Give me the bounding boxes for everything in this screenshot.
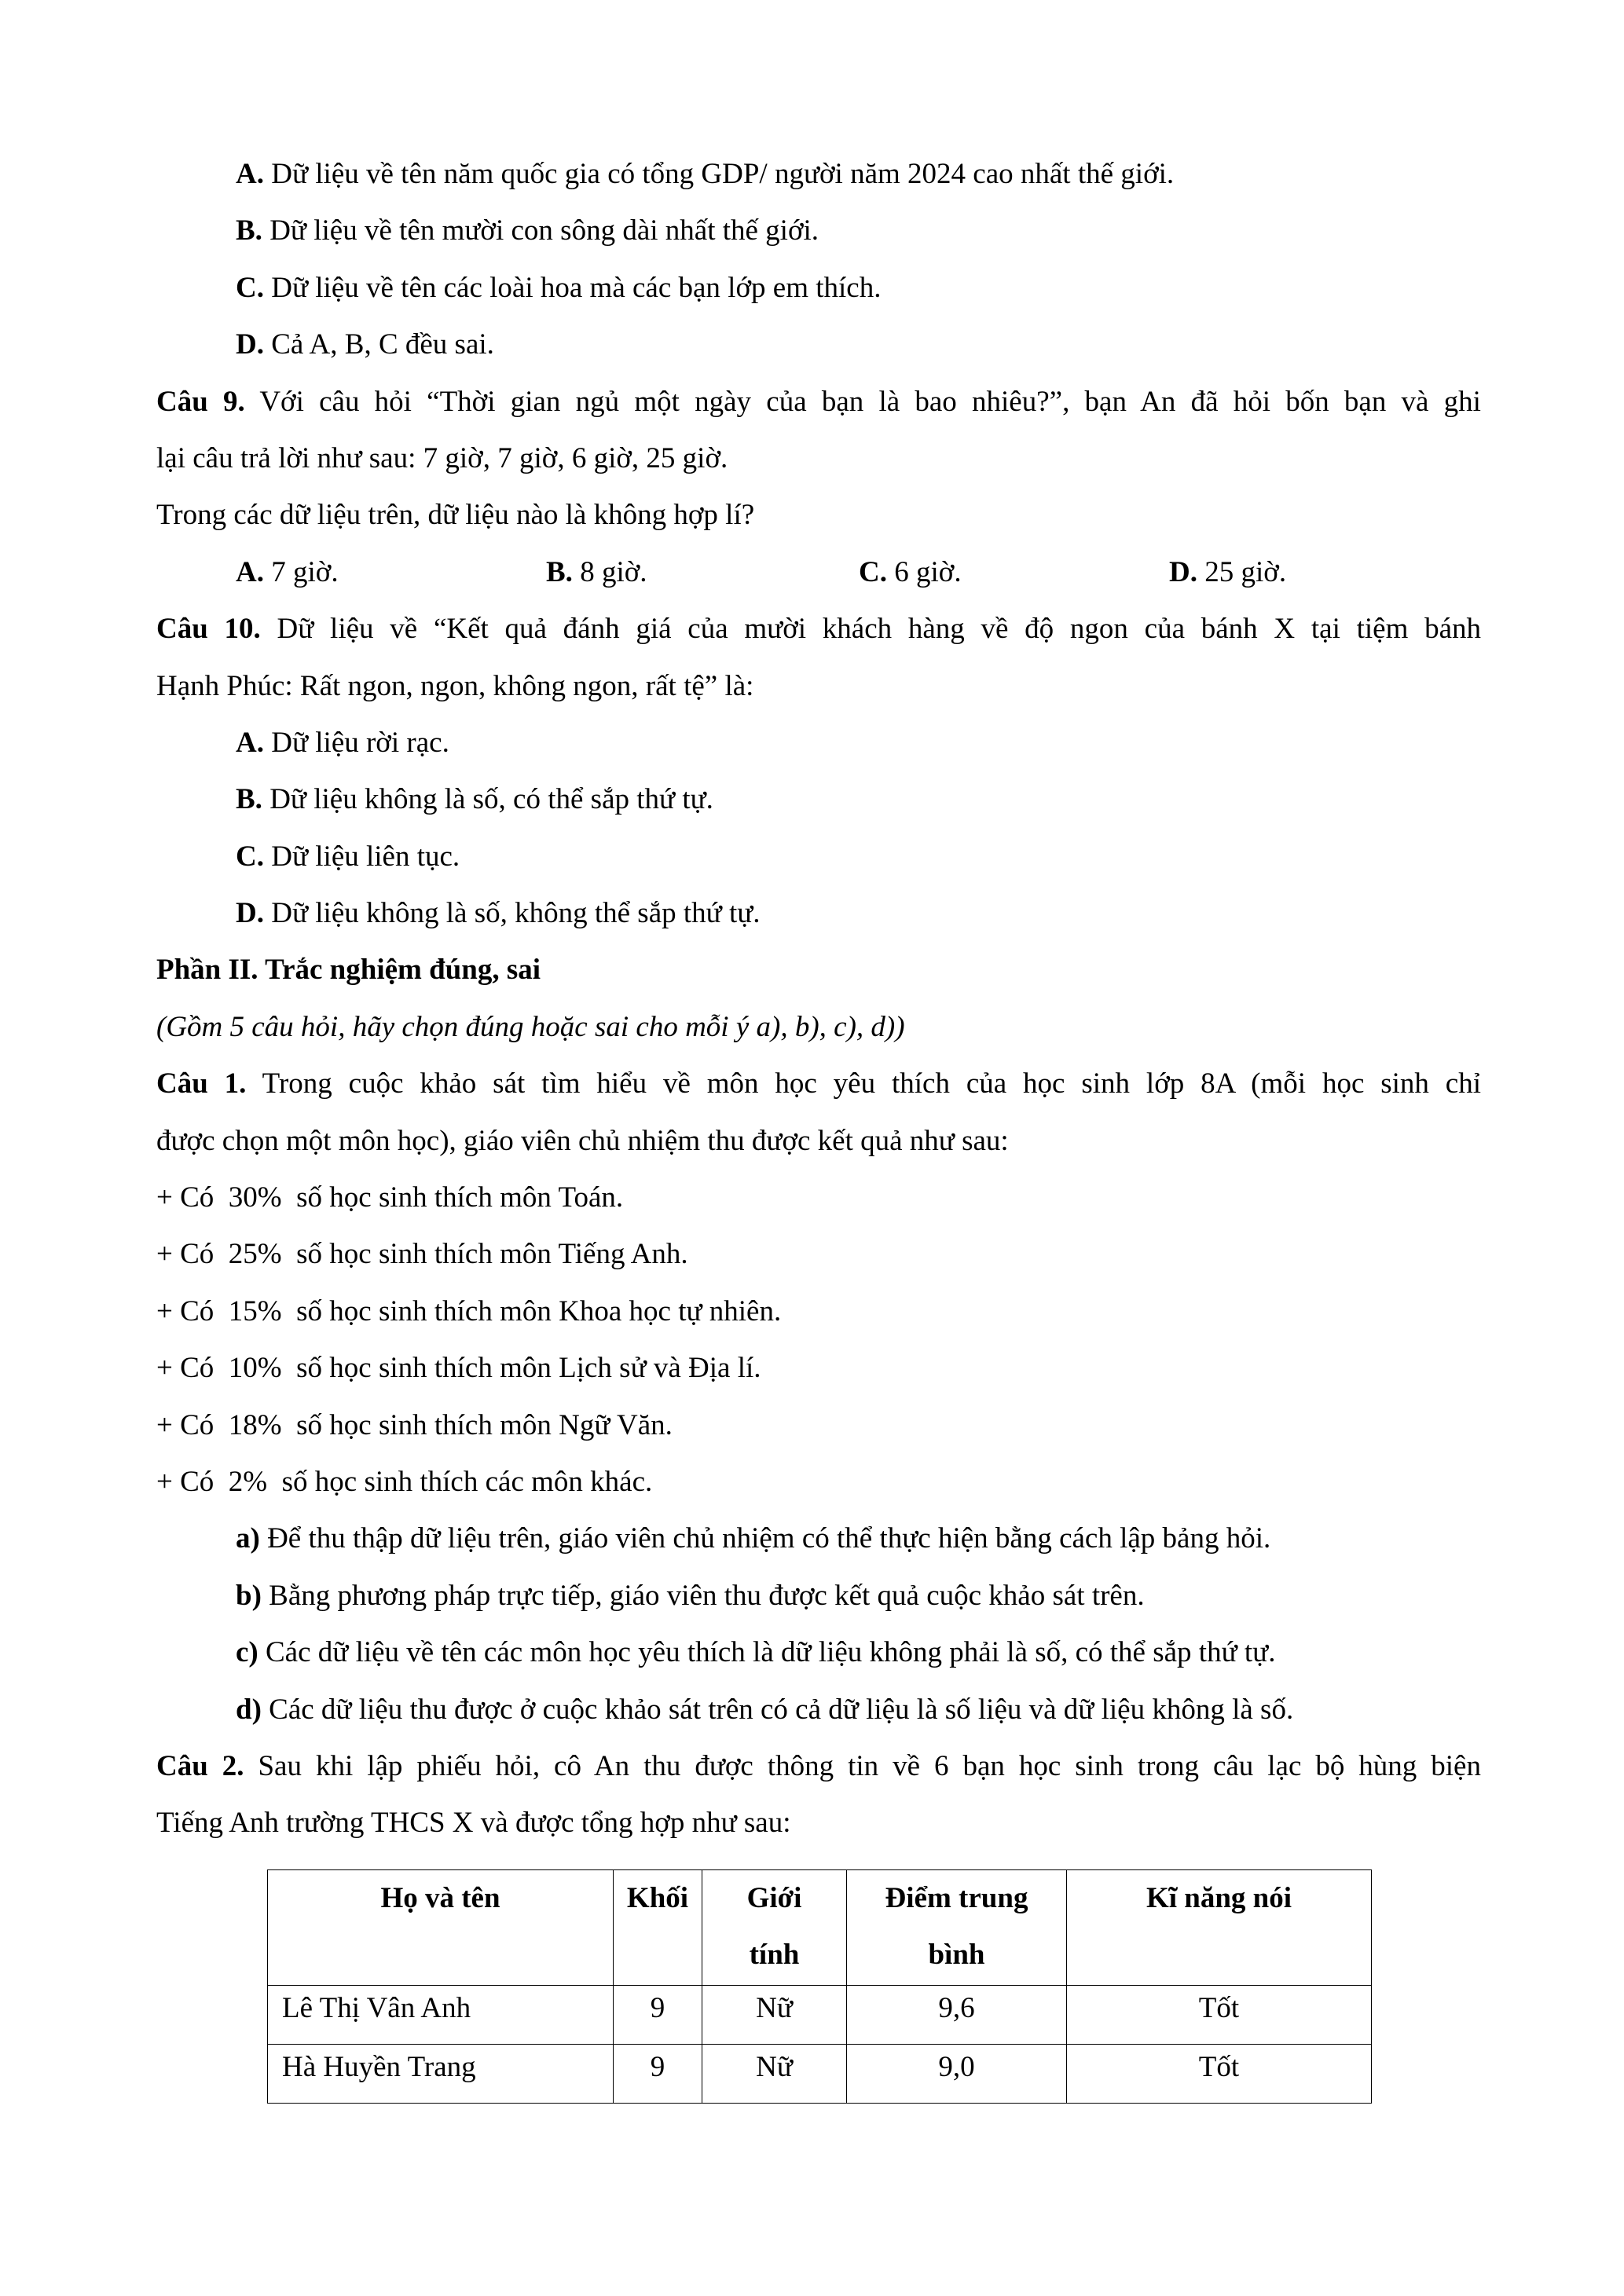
option-text: Dữ liệu rời rạc. — [271, 726, 449, 759]
option-text: Dữ liệu không là số, có thể sắp thứ tự. — [269, 783, 713, 816]
q9-option-a — [236, 544, 339, 601]
header-speaking-skill — [1067, 1870, 1372, 1986]
statement-b — [156, 1568, 1481, 1624]
q10-line1 — [156, 601, 1481, 657]
p2q2-line2: Tiếng Anh trường THCS X và được tổng hợp như sau: — [156, 1807, 791, 1840]
table-header-row — [268, 1870, 1372, 1986]
header-text: bình — [928, 1939, 985, 1971]
option-label: A. — [236, 158, 264, 190]
q8-option-d — [156, 317, 1481, 373]
statement-d — [156, 1682, 1481, 1738]
q10-line2: Hạnh Phúc: Rất ngon, ngon, không ngon, rất tệ” là: — [156, 669, 754, 702]
part2-subtitle: (Gồm 5 câu hỏi, hãy chọn đúng hoặc sai cho mỗi ý a), b), c), d)) — [156, 1010, 905, 1043]
q9-line1 — [156, 374, 1481, 430]
statement-text: Bằng phương pháp trực tiếp, giáo viên thu được kết quả cuộc khảo sát trên. — [269, 1579, 1145, 1612]
option-text: 6 giờ. — [894, 555, 962, 588]
survey-item: + Có 18% số học sinh thích môn Ngữ Văn. — [156, 1408, 673, 1441]
q8-option-c — [156, 260, 1481, 317]
statement-text: Các dữ liệu về tên các môn học yêu thích là dữ liệu không phải là số, có thể sắp thứ tự. — [266, 1636, 1276, 1669]
student-table — [267, 1869, 1372, 2104]
header-text: Kĩ năng nói — [1146, 1882, 1292, 1914]
q9-option-c — [859, 544, 962, 601]
q8-option-b — [156, 203, 1481, 259]
q9-option-b — [546, 544, 647, 601]
statement-label: a) — [236, 1522, 260, 1555]
option-text: Cả A, B, C đều sai. — [271, 328, 494, 361]
p2q2-line1 — [156, 1738, 1481, 1795]
statement-label: b) — [236, 1579, 262, 1612]
option-text: Dữ liệu liên tục. — [271, 840, 460, 873]
table-row — [268, 2045, 1372, 2104]
option-label: B. — [236, 783, 262, 816]
statement-label: c) — [236, 1636, 258, 1669]
survey-item: + Có 15% số học sinh thích môn Khoa học tự nhiên. — [156, 1294, 782, 1327]
option-label: D. — [236, 328, 264, 361]
header-grade — [614, 1870, 702, 1986]
p2q1-line1 — [156, 1056, 1481, 1112]
statement-text: Các dữ liệu thu được ở cuộc khảo sát trên có cả dữ liệu là số liệu và dữ liệu không là số. — [269, 1693, 1294, 1726]
cell-skill: Tốt — [1067, 2045, 1372, 2104]
option-label: B. — [546, 555, 573, 588]
option-label: A. — [236, 726, 264, 759]
question-label: Câu 2. — [156, 1749, 244, 1782]
option-text: Dữ liệu về tên các loài hoa mà các bạn lớp em thích. — [271, 271, 882, 304]
statement-a — [156, 1511, 1481, 1567]
document-page — [156, 146, 1481, 1852]
option-label: B. — [236, 214, 262, 247]
statement-label: d) — [236, 1693, 262, 1726]
header-text: Khối — [626, 1882, 689, 1914]
option-text: 7 giờ. — [271, 555, 339, 588]
q9-line2: lại câu trả lời như sau: 7 giờ, 7 giờ, 6 giờ, 25 giờ. — [156, 441, 728, 474]
option-text: Dữ liệu về tên năm quốc gia có tổng GDP/ người năm 2024 cao nhất thế giới. — [271, 158, 1175, 190]
q9-option-d — [1169, 544, 1286, 601]
question-text: Với câu hỏi “Thời gian ngủ một ngày của bạn là bao nhiêu?”, bạn An đã hỏi bốn bạn và ghi — [259, 385, 1481, 418]
q10-option-b — [156, 771, 1481, 828]
option-text: 25 giờ. — [1204, 555, 1287, 588]
header-gender — [702, 1870, 847, 1986]
question-text: Trong cuộc khảo sát tìm hiểu về môn học yêu thích của học sinh lớp 8A (mỗi học sinh chỉ — [262, 1067, 1481, 1100]
header-text: Điểm trung — [885, 1882, 1028, 1914]
table-row — [268, 1986, 1372, 2045]
header-average-score — [847, 1870, 1067, 1986]
q9-line3: Trong các dữ liệu trên, dữ liệu nào là không hợp lí? — [156, 499, 755, 532]
cell-score: 9,6 — [847, 1986, 1067, 2045]
survey-item: + Có 30% số học sinh thích môn Toán. — [156, 1181, 624, 1214]
cell-gender: Nữ — [702, 1986, 847, 2045]
q10-option-c — [156, 829, 1481, 885]
cell-name: Lê Thị Vân Anh — [268, 1986, 614, 2045]
option-text: Dữ liệu không là số, không thể sắp thứ tự. — [271, 897, 761, 930]
cell-grade: 9 — [614, 1986, 702, 2045]
option-label: C. — [236, 840, 264, 873]
survey-item: + Có 10% số học sinh thích môn Lịch sử và Địa lí. — [156, 1352, 761, 1385]
option-text: 8 giờ. — [580, 555, 647, 588]
cell-skill: Tốt — [1067, 1986, 1372, 2045]
option-label: A. — [236, 555, 264, 588]
survey-item: + Có 25% số học sinh thích môn Tiếng Anh. — [156, 1238, 688, 1271]
cell-grade: 9 — [614, 2045, 702, 2104]
cell-score: 9,0 — [847, 2045, 1067, 2104]
option-label: C. — [236, 271, 264, 304]
header-text: tính — [749, 1939, 800, 1971]
option-label: C. — [859, 555, 887, 588]
q10-option-d — [156, 885, 1481, 942]
part2-title: Phần II. Trắc nghiệm đúng, sai — [156, 954, 541, 987]
question-text: Sau khi lập phiếu hỏi, cô An thu được thông tin về 6 bạn học sinh trong câu lạc bộ hùng biện — [258, 1749, 1481, 1782]
statement-c — [156, 1624, 1481, 1681]
header-name — [268, 1870, 614, 1986]
question-label: Câu 9. — [156, 385, 245, 418]
header-text: Giới — [746, 1882, 802, 1914]
question-label: Câu 10. — [156, 613, 261, 646]
statement-text: Để thu thập dữ liệu trên, giáo viên chủ nhiệm có thể thực hiện bằng cách lập bảng hỏi. — [267, 1522, 1271, 1555]
question-text: Dữ liệu về “Kết quả đánh giá của mười khách hàng về độ ngon của bánh X tại tiệm bánh — [277, 613, 1481, 646]
cell-name: Hà Huyền Trang — [268, 2045, 614, 2104]
q9-options — [156, 544, 1481, 601]
option-label: D. — [1169, 555, 1197, 588]
survey-item: + Có 2% số học sinh thích các môn khác. — [156, 1465, 653, 1498]
header-text: Họ và tên — [380, 1882, 500, 1914]
p2q1-line2: được chọn một môn học), giáo viên chủ nhiệm thu được kết quả như sau: — [156, 1124, 1009, 1157]
option-text: Dữ liệu về tên mười con sông dài nhất thế giới. — [269, 214, 819, 247]
option-label: D. — [236, 897, 264, 930]
question-label: Câu 1. — [156, 1067, 247, 1100]
cell-gender: Nữ — [702, 2045, 847, 2104]
q10-option-a — [156, 715, 1481, 771]
q8-option-a — [156, 146, 1481, 203]
